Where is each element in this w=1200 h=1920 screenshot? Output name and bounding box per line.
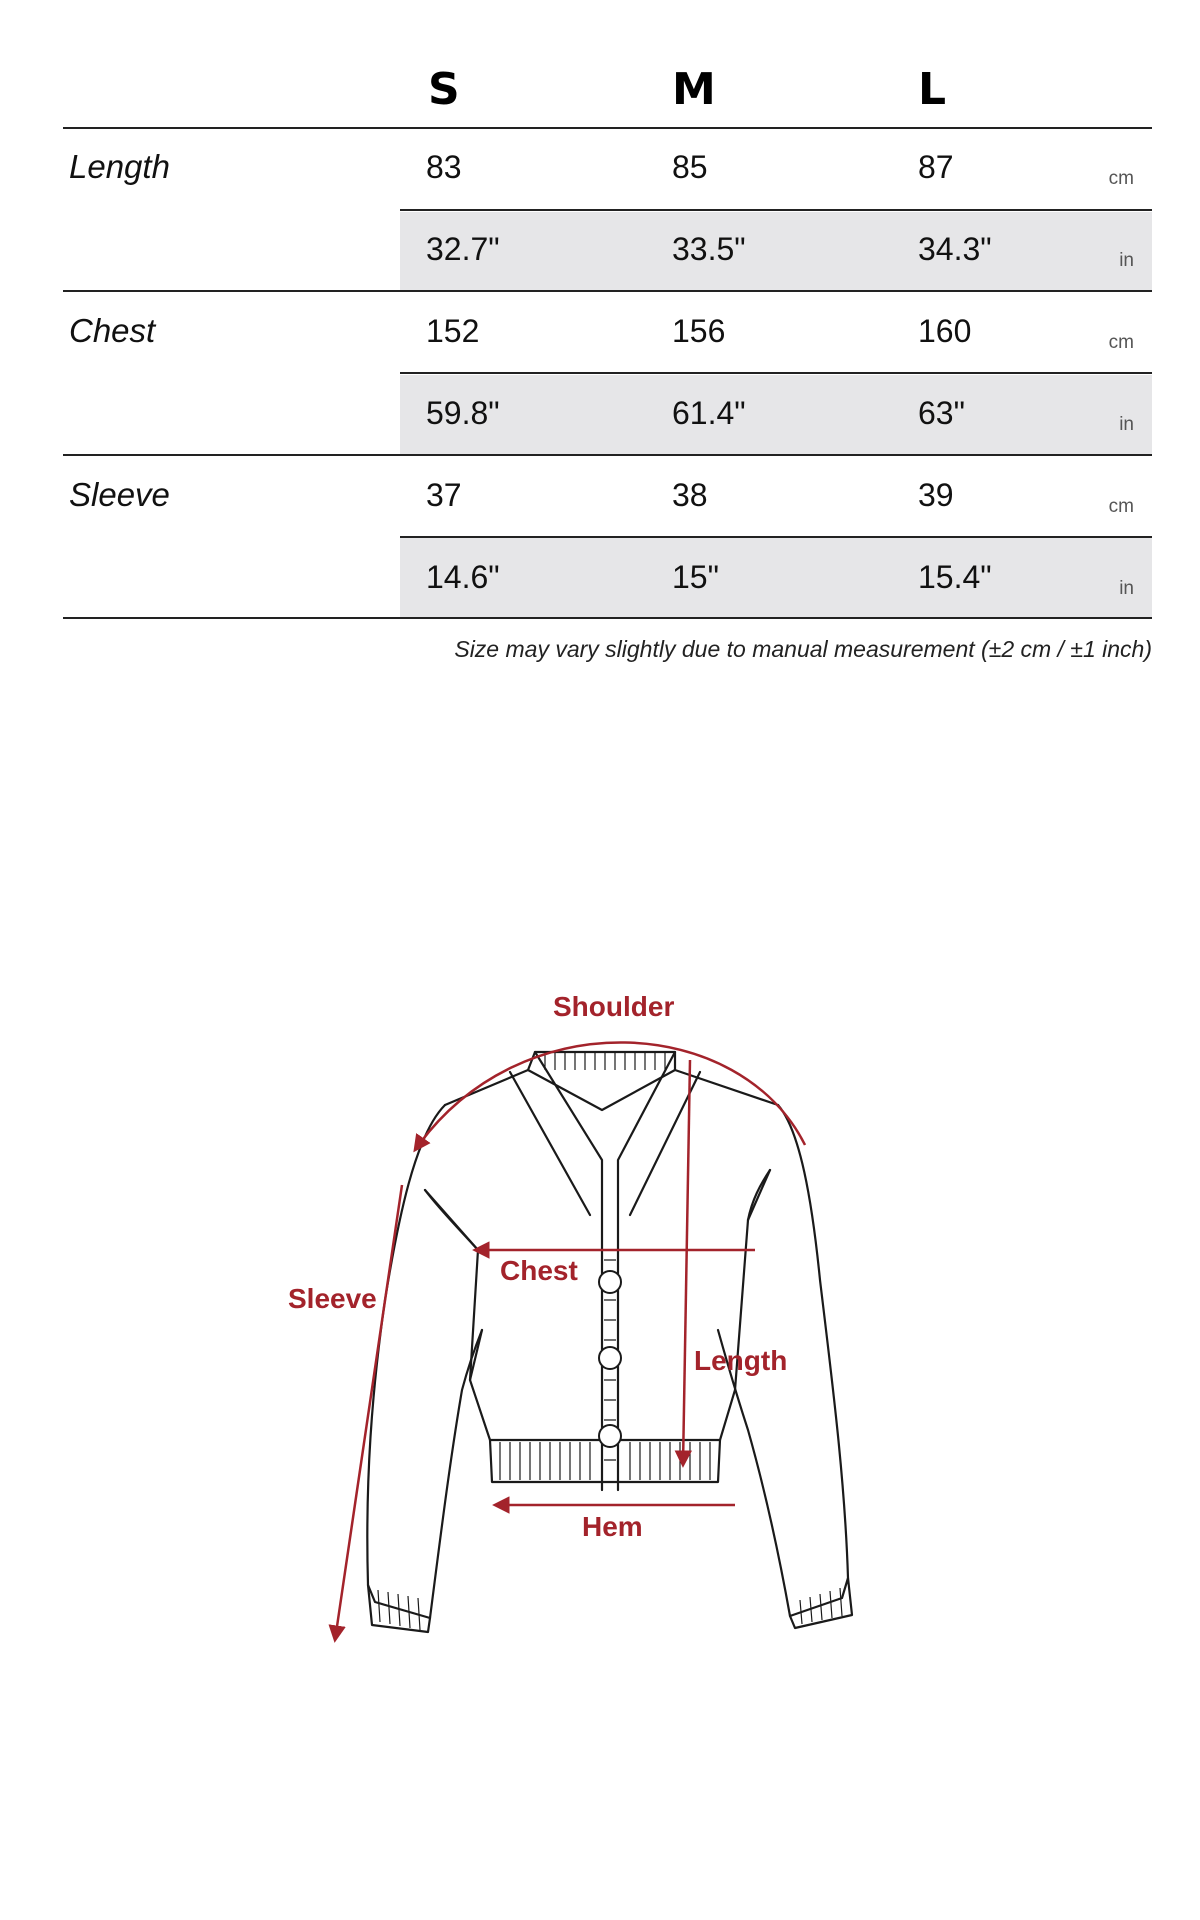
row-band-sleeve-in: [400, 538, 1152, 617]
ribbing: [378, 1053, 842, 1630]
cell-sleeve-m-cm: 38: [672, 477, 708, 513]
chest-label: Chest: [500, 1255, 578, 1286]
cell-sleeve-s-in: 14.6": [426, 559, 500, 595]
cell-chest-m-in: 61.4": [672, 395, 746, 431]
size-header-m: M: [672, 64, 716, 115]
cell-chest-l-cm: 160: [918, 313, 972, 349]
cell-length-s-in: 32.7": [426, 231, 500, 267]
cell-sleeve-l-cm: 39: [918, 477, 954, 513]
cell-sleeve-l-in: 15.4": [918, 559, 992, 595]
shoulder-arrow: [415, 1042, 805, 1150]
unit-in: in: [1119, 414, 1134, 435]
cardigan-diagram: [0, 960, 1200, 1720]
cardigan-outline: [367, 1052, 852, 1632]
table-rule: [63, 454, 1152, 456]
row-label-chest: Chest: [69, 312, 156, 349]
table-rule: [63, 290, 1152, 292]
cell-length-l-in: 34.3": [918, 231, 992, 267]
hem-label: Hem: [582, 1511, 643, 1542]
cell-chest-s-in: 59.8": [426, 395, 500, 431]
length-label: Length: [694, 1345, 788, 1376]
measurement-note: Size may vary slightly due to manual measurement (±2 cm / ±1 inch): [454, 636, 1152, 662]
row-band-chest-in: [400, 375, 1152, 454]
cell-length-s-cm: 83: [426, 149, 462, 185]
length-arrow: [683, 1060, 690, 1465]
table-rule: [63, 617, 1152, 619]
table-rule: [400, 209, 1152, 211]
cell-chest-l-in: 63": [918, 395, 965, 431]
shoulder-label: Shoulder: [553, 991, 675, 1022]
table-rule: [400, 536, 1152, 538]
cell-sleeve-m-in: 15": [672, 559, 719, 595]
unit-cm: cm: [1108, 168, 1134, 189]
cell-chest-s-cm: 152: [426, 313, 480, 349]
size-header-s: S: [428, 64, 460, 115]
unit-cm: cm: [1108, 332, 1134, 353]
cell-chest-m-cm: 156: [672, 313, 726, 349]
row-band-length-in: [400, 212, 1152, 291]
row-label-sleeve: Sleeve: [69, 476, 170, 513]
sleeve-label: Sleeve: [288, 1283, 377, 1314]
unit-in: in: [1119, 250, 1134, 271]
size-header-l: L: [918, 64, 947, 115]
cell-sleeve-s-cm: 37: [426, 477, 462, 513]
cell-length-l-cm: 87: [918, 149, 954, 185]
cell-length-m-cm: 85: [672, 149, 708, 185]
unit-in: in: [1119, 578, 1134, 599]
row-label-length: Length: [69, 148, 170, 185]
table-rule: [63, 127, 1152, 129]
cell-length-m-in: 33.5": [672, 231, 746, 267]
measurement-arrows: [335, 1042, 805, 1640]
unit-cm: cm: [1108, 496, 1134, 517]
table-rule: [400, 372, 1152, 374]
